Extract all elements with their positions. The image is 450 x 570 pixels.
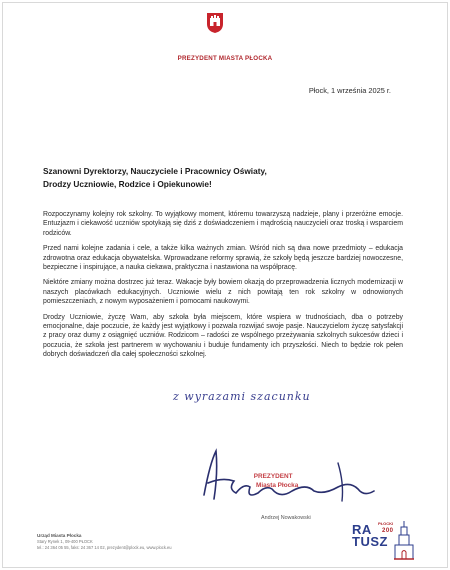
ratusz-logo-number: 200 [382,528,394,534]
salutation-line: Drodzy Uczniowie, Rodzice i Opiekunowie! [43,178,212,189]
official-stamp [248,472,298,490]
handwritten-closing: z wyrazami szacunku [173,390,311,403]
signatory-name: Andrzej Nowakowski [261,515,311,521]
letter-page [2,2,448,568]
city-crest-icon [206,12,224,34]
ratusz-logo [352,521,394,549]
stamp-line: PREZYDENT [253,473,293,480]
letterhead-title: PREZYDENT MIASTA PŁOCKA [177,55,273,62]
body-paragraph: Niektóre zmiany można dostrzec już teraz. Wakacje były bowiem okazją do przeprowadzenia licznych modernizacji w naszych placówkach edukacyjnych. Uczniowie wielu z nich powitają ten rok szkolny w odnowionych pomieszczeniach, z nowym wyposażeniem i pomocami naukowymi. [43,279,403,306]
town-hall-icon [393,519,415,561]
letter-body [43,210,403,366]
ratusz-logo-word: RA [352,522,372,537]
footer-org: Urząd Miasta Płocka [37,533,82,538]
body-paragraph: Rozpoczynamy kolejny rok szkolny. To wyjątkowy moment, któremu towarzyszą nadzieje, plany i przeróżne emocje. Entuzjazm i ciekawość uczniów spotykają się dziś z doświadczeniem i mądrością nauczycieli oraz troską i wsparciem rodziców. [43,211,403,237]
stamp-line: Miasta Płocka [256,482,299,489]
letter-footer [37,533,172,551]
footer-contact: tel.: 24 364 05 55, faks: 24 367 14 02, prezydent@plock.eu, www.plock.eu [37,545,172,550]
ratusz-logo-word: TUSZ [352,534,388,549]
footer-address: Stary Rynek 1, 09-400 PŁOCK [37,539,93,544]
body-paragraph: Drodzy Uczniowie, życzę Wam, aby szkoła była miejscem, które wspiera w trudnościach, dba o potrzeby emocjonalne, daje poczucie, że każdy jest wyjątkowy i pozwala rozwijać swoje pasje. Nauczycielom życzę satysfakcji z pracy oraz dumy z osiągnięć uczniów. Rodzicom – radości ze wspólnego przeżywania szkolnych sukcesów dzieci i poczucia, że szkoła jest partnerem w wychowaniu i budujе fundamenty ich przyszłości. Niech to będzie rok pełen dobrych doświadczeń dla całej społeczności szkolnej. [43,313,403,359]
body-paragraph: Przed nami kolejne zadania i cele, a także kilka ważnych zmian. Wśród nich są dwa nowe przedmioty – edukacja zdrowotna oraz edukacja obywatelska. Wprowadzane reformy sprawią, że szkoły będą jeszcze bardziej nowoczesne, bezpieczne i inspirujące, a nauka ciekawa, praktyczna i nastawiona na współpracę. [43,245,403,272]
salutation [43,165,413,190]
letter-date: Płock, 1 września 2025 r. [308,86,391,95]
salutation-line: Szanowni Dyrektorzy, Nauczyciele i Pracownicy Oświaty, [43,166,267,176]
ratusz-logo-top: PŁOCKI [378,521,394,526]
